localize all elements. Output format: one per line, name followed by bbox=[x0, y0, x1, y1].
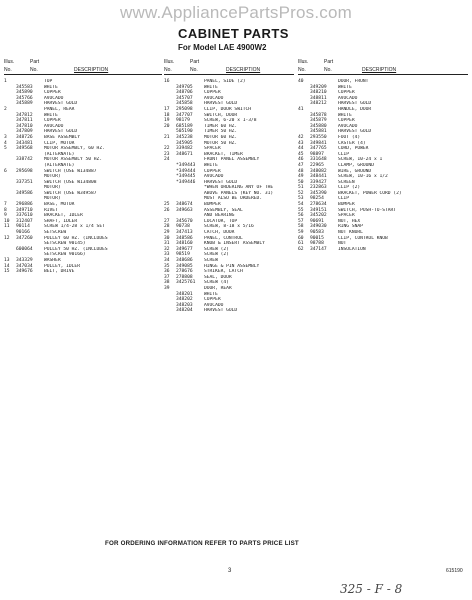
illus-number: 55 bbox=[298, 207, 304, 213]
part-description: ASSEMBLY, SEAL bbox=[204, 207, 243, 213]
part-description: COPPER bbox=[44, 118, 61, 124]
part-description: CORD, POWER bbox=[338, 146, 369, 152]
illus-number: 3 bbox=[4, 134, 7, 140]
part-number: 295698 bbox=[16, 168, 33, 174]
part-description: WIRE, GROUND bbox=[338, 168, 372, 174]
part-description: BRACKET, IDLER bbox=[44, 213, 83, 219]
part-number: 349586 bbox=[16, 190, 33, 196]
part-description: AVOCADO bbox=[338, 95, 358, 101]
part-description: ABOVE PANELS (KEY NO. 31) bbox=[204, 190, 274, 196]
illus-number: 40 bbox=[298, 79, 304, 84]
part-number: 347413 bbox=[176, 230, 193, 236]
part-number: 345670 bbox=[176, 218, 193, 224]
part-number: 232863 bbox=[310, 185, 327, 191]
part-description: *WHEN ORDERING ANY OF THE bbox=[204, 185, 274, 191]
part-number: 349705 bbox=[176, 84, 193, 90]
illus-number: 36 bbox=[164, 269, 170, 275]
part-description: COPPER bbox=[204, 90, 221, 96]
part-number: 348210 bbox=[310, 90, 327, 96]
part-number: 348201 bbox=[176, 291, 193, 297]
part-description: SETSCREW bbox=[44, 230, 67, 236]
part-number: 22965 bbox=[310, 162, 324, 168]
illus-number: 17 bbox=[164, 106, 170, 112]
part-description: HARVEST GOLD bbox=[204, 308, 238, 314]
parts-row bbox=[298, 247, 468, 253]
part-number: 345881 bbox=[310, 129, 327, 135]
part-description: MOTOR) bbox=[44, 174, 61, 180]
part-number: 345202 bbox=[310, 213, 327, 219]
part-description: WHITE bbox=[338, 112, 352, 118]
part-number: 90738 bbox=[176, 224, 190, 230]
part-number: 348706 bbox=[176, 90, 193, 96]
part-number: *349444 bbox=[176, 168, 196, 174]
part-description: SCREW bbox=[204, 258, 218, 263]
illus-number: 1 bbox=[4, 79, 7, 84]
part-number: 331648 bbox=[310, 157, 327, 163]
part-number: 345890 bbox=[16, 90, 33, 96]
watermark: www.AppliancePartsPros.com bbox=[120, 3, 352, 22]
part-description: RING SNAP bbox=[338, 224, 363, 230]
illus-number: 5 bbox=[4, 146, 7, 152]
part-number: 98897 bbox=[310, 151, 324, 157]
illus-number: 61 bbox=[298, 241, 304, 247]
part-description: WHITE bbox=[204, 291, 218, 297]
part-description: SETSCREW 90166) bbox=[44, 252, 86, 258]
part-description: SCREW, 6-20 x 1-3/8 bbox=[204, 118, 257, 124]
illus-number: 31 bbox=[164, 241, 170, 247]
illus-number: 30 bbox=[164, 235, 170, 241]
part-number: 347810 bbox=[16, 123, 33, 129]
part-description: BUMPER bbox=[338, 202, 355, 208]
part-number: 347811 bbox=[16, 118, 33, 124]
part-number: 3425761 bbox=[176, 280, 196, 286]
part-description: HARVEST GOLD bbox=[204, 101, 238, 107]
part-number: 90166 bbox=[16, 230, 30, 236]
handwritten-note: 325 - F - 8 bbox=[340, 582, 403, 596]
part-description: SCREW, 10-24 x 1 bbox=[338, 157, 383, 163]
illus-number: 45 bbox=[298, 151, 304, 157]
page-subtitle: For Model LAE 4900W2 bbox=[178, 43, 267, 52]
column-header bbox=[4, 58, 162, 75]
part-number: 345858 bbox=[176, 101, 193, 107]
part-description: BRACKET, TIMER bbox=[204, 151, 243, 157]
part-number: 348811 bbox=[310, 95, 327, 101]
part-description: BUMPER bbox=[204, 202, 221, 208]
illus-number bbox=[164, 308, 176, 314]
part-description: MUST ALSO BE ORDERED. bbox=[204, 196, 263, 202]
part-description: SEAL, DOOR bbox=[204, 274, 232, 280]
part-number: 345889 bbox=[16, 101, 33, 107]
part-number: 98519 bbox=[176, 252, 190, 258]
parts-list bbox=[298, 79, 468, 252]
part-description: MOTOR ASSEMBLY, 60 HZ. bbox=[44, 146, 105, 152]
part-description: MOTOR) bbox=[44, 185, 61, 191]
header-description: DESCRIPTION bbox=[362, 67, 397, 73]
header-no: No. bbox=[164, 67, 172, 73]
part-number: 345880 bbox=[310, 123, 327, 129]
part-number: 349030 bbox=[310, 224, 327, 230]
illus-number: 54 bbox=[298, 202, 304, 208]
part-description: AND BEARING bbox=[204, 213, 235, 219]
illus-number: 57 bbox=[298, 218, 304, 224]
illus-number: 27 bbox=[164, 218, 170, 224]
part-description: KNOB & INSERT ASSEMBLY bbox=[204, 241, 265, 247]
part-number: 339482 bbox=[176, 146, 193, 152]
part-number: 296886 bbox=[16, 202, 33, 208]
illus-number: 49 bbox=[298, 174, 304, 180]
part-number: 347765 bbox=[310, 146, 327, 152]
illus-number: 35 bbox=[164, 263, 170, 269]
part-description: AVOCADO bbox=[204, 302, 224, 308]
illus-number: 28 bbox=[164, 224, 170, 230]
part-number: 98788 bbox=[310, 241, 324, 247]
page-number: 3 bbox=[228, 568, 232, 574]
illus-number: 32 bbox=[164, 246, 170, 252]
illus-number: 23 bbox=[164, 151, 170, 157]
part-number: *349445 bbox=[176, 174, 196, 180]
part-description: SWITCH (USE W349587 bbox=[44, 190, 97, 196]
part-description: SHAFT, IDLER bbox=[44, 218, 78, 224]
part-description: SCREW (2) bbox=[204, 252, 229, 258]
illus-number: 14 bbox=[4, 263, 10, 269]
illus-number: 2 bbox=[4, 106, 7, 112]
part-description: WHITE bbox=[44, 112, 58, 118]
part-description: AVOCADO bbox=[204, 95, 224, 101]
part-number: 349841 bbox=[310, 140, 327, 146]
header-part-no: No. bbox=[30, 67, 38, 73]
parts-row bbox=[164, 308, 294, 314]
part-description: HANDLE, DOOR bbox=[338, 106, 372, 112]
part-number: 293550 bbox=[310, 134, 327, 140]
part-description: BRACKET, POWER CORD (2) bbox=[338, 190, 402, 196]
part-description: INSULATION bbox=[338, 246, 366, 252]
part-description: CLIP bbox=[338, 196, 350, 202]
part-description: SWITCH (USE W134808 bbox=[44, 179, 97, 185]
part-description: TOP bbox=[44, 79, 53, 84]
part-number: 348674 bbox=[176, 202, 193, 208]
part-number: 348726 bbox=[16, 134, 33, 140]
part-description: HINGE & PIN ASSEMBLY bbox=[204, 263, 260, 269]
part-number: 347809 bbox=[16, 129, 33, 135]
header-part-no: No. bbox=[190, 67, 198, 73]
part-description: NUT bbox=[338, 241, 347, 247]
part-description: SCREW 1/4-28 x 1/4 SET bbox=[44, 224, 105, 230]
part-description: WHITE bbox=[204, 84, 218, 90]
part-description: AVOCADO bbox=[44, 123, 64, 129]
part-description: SCREW (4) bbox=[204, 280, 229, 286]
part-description: NUT KNURL bbox=[338, 230, 363, 236]
part-number: 343481 bbox=[16, 140, 33, 146]
illus-number: 58 bbox=[298, 224, 304, 230]
part-description: SPACER bbox=[338, 213, 355, 219]
part-number: 295098 bbox=[176, 106, 193, 112]
part-description: BELT, DRIVE bbox=[44, 269, 75, 275]
header-no: No. bbox=[4, 67, 12, 73]
part-description: FRONT PANEL ASSEMBLY bbox=[204, 157, 260, 163]
part-number: 90015 bbox=[310, 235, 324, 241]
part-description: WHITE bbox=[44, 84, 58, 90]
illus-number: 52 bbox=[298, 190, 304, 196]
part-number: 278676 bbox=[176, 269, 193, 275]
part-number: *349443 bbox=[176, 162, 196, 168]
part-description: AVOCADO bbox=[44, 95, 64, 101]
header-description: DESCRIPTION bbox=[226, 67, 261, 73]
part-description: CLIP bbox=[338, 151, 350, 157]
illus-number: 6 bbox=[4, 168, 7, 174]
part-description: WHITE bbox=[338, 84, 352, 90]
part-number: 343329 bbox=[16, 258, 33, 263]
part-number: 339427 bbox=[310, 179, 327, 185]
part-number: 348441 bbox=[310, 174, 327, 180]
illus-number: 59 bbox=[298, 230, 304, 236]
page-title: CABINET PARTS bbox=[178, 26, 289, 41]
part-description: SCREW (2) bbox=[204, 246, 229, 252]
part-number: 347147 bbox=[310, 246, 327, 252]
part-description: SPACER bbox=[204, 146, 221, 152]
part-description: PULLEY 60 HZ. (INCLUDES bbox=[44, 235, 108, 241]
part-number: 90583 bbox=[310, 230, 324, 236]
part-number: 349676 bbox=[16, 269, 33, 275]
part-description: (ALTERNATE) bbox=[44, 151, 75, 157]
illus-number: 11 bbox=[4, 224, 10, 230]
header-illus: Illus. bbox=[4, 59, 15, 65]
parts-list bbox=[4, 79, 162, 275]
part-number: 600064 bbox=[16, 246, 33, 252]
part-number: 348204 bbox=[176, 308, 193, 314]
illus-number: 12 bbox=[4, 235, 10, 241]
part-number: 347034 bbox=[16, 263, 33, 269]
part-number: 347707 bbox=[176, 112, 193, 118]
part-description: STRIKER, LATCH bbox=[204, 269, 243, 275]
illus-number: 22 bbox=[164, 146, 170, 152]
illus-number: 10 bbox=[4, 218, 10, 224]
part-number: 90691 bbox=[310, 218, 324, 224]
part-description: LOCATOR, TOP bbox=[204, 218, 238, 224]
illus-number: 48 bbox=[298, 168, 304, 174]
part-number: 90114 bbox=[16, 224, 30, 230]
part-description: TIMER 50 HZ. bbox=[204, 129, 238, 135]
part-description: SETSCREW 90145) bbox=[44, 241, 86, 247]
part-description: AVOCADO bbox=[204, 174, 224, 180]
part-number: 349663 bbox=[176, 207, 193, 213]
column-header bbox=[298, 58, 468, 75]
parts-column-2 bbox=[164, 58, 294, 314]
part-number: 348686 bbox=[176, 258, 193, 263]
header-illus: Illus. bbox=[298, 59, 309, 65]
part-description: SWITCH, DOOR bbox=[204, 112, 238, 118]
part-number: 345238 bbox=[176, 134, 193, 140]
part-number: 347260 bbox=[16, 235, 33, 241]
illus-number: 24 bbox=[164, 157, 170, 163]
illus-number: 34 bbox=[164, 258, 170, 263]
part-description: COPPER bbox=[44, 90, 61, 96]
part-number: 278634 bbox=[310, 202, 327, 208]
part-description: MOTOR) bbox=[44, 196, 61, 202]
illus-number: 4 bbox=[4, 140, 7, 146]
illus-number: 46 bbox=[298, 157, 304, 163]
part-number: 337351 bbox=[16, 179, 33, 185]
part-description: PANEL, CONTROL bbox=[204, 235, 243, 241]
part-description: WHITE bbox=[204, 162, 218, 168]
illus-number: 20 bbox=[164, 123, 170, 129]
header-part: Part bbox=[324, 59, 334, 65]
illus-number: 47 bbox=[298, 162, 304, 168]
part-description: CLIP, CONTROL KNOB bbox=[338, 235, 388, 241]
part-number: 345879 bbox=[310, 118, 327, 124]
part-description: MOTOR 50 HZ. bbox=[204, 140, 238, 146]
illus-number: 62 bbox=[298, 246, 304, 252]
part-number: 345878 bbox=[310, 112, 327, 118]
part-number: 347812 bbox=[16, 112, 33, 118]
part-description: CLIP, MOTOR bbox=[44, 140, 75, 146]
part-description: CATCH, DOOR bbox=[204, 230, 235, 236]
header-part: Part bbox=[30, 59, 40, 65]
part-description: SCREW, 10-16 x 1/2 bbox=[338, 174, 388, 180]
part-number: 349710 bbox=[16, 207, 33, 213]
illus-number: 13 bbox=[4, 258, 10, 263]
part-description: (ALTERNATE) bbox=[44, 162, 75, 168]
illus-number: 53 bbox=[298, 196, 304, 202]
illus-number: 37 bbox=[164, 274, 170, 280]
illus-number: 18 bbox=[164, 112, 170, 118]
ordering-note: FOR ORDERING INFORMATION REFER TO PARTS PRICE LIST bbox=[105, 540, 299, 547]
illus-number: 19 bbox=[164, 118, 170, 124]
illus-number: 39 bbox=[164, 285, 170, 291]
part-description: HARVEST GOLD bbox=[44, 129, 78, 135]
part-number: 345766 bbox=[16, 95, 33, 101]
column-header bbox=[164, 58, 294, 75]
illus-number: 7 bbox=[4, 202, 7, 208]
header-part-no: No. bbox=[324, 67, 332, 73]
part-number: 98179 bbox=[176, 118, 190, 124]
part-description: TIMER 60 HZ. bbox=[204, 123, 238, 129]
part-number: 348671 bbox=[176, 151, 193, 157]
part-number: 685189 bbox=[176, 123, 193, 129]
part-number: 337610 bbox=[16, 213, 33, 219]
header-no: No. bbox=[298, 67, 306, 73]
part-description: COPPER bbox=[204, 297, 221, 303]
part-description: SWITCH, PUSH-TO-START bbox=[338, 207, 397, 213]
part-description: BASE, MOTOR bbox=[44, 202, 75, 208]
part-description: CASTER (4) bbox=[338, 140, 366, 146]
part-number: 349677 bbox=[176, 246, 193, 252]
illus-number: 16 bbox=[164, 79, 170, 84]
part-number: 349568 bbox=[16, 146, 33, 152]
illus-number: 21 bbox=[164, 134, 170, 140]
part-description: BASE ASSEMBLY bbox=[44, 134, 80, 140]
part-number: 349209 bbox=[310, 84, 327, 90]
part-number: 98254 bbox=[310, 196, 324, 202]
part-number: 348082 bbox=[310, 168, 327, 174]
part-number: 349085 bbox=[176, 263, 193, 269]
part-description: PULLEY, IDLER bbox=[44, 263, 80, 269]
part-number: 345390 bbox=[310, 190, 327, 196]
part-description: NUT, HEX bbox=[338, 218, 361, 224]
part-number: 312407 bbox=[16, 218, 33, 224]
part-number: *349446 bbox=[176, 179, 196, 185]
illus-number: 8 bbox=[4, 207, 7, 213]
illus-number: 60 bbox=[298, 235, 304, 241]
part-number: 349151 bbox=[310, 207, 327, 213]
part-description: CLIP, DOOR SWITCH bbox=[204, 106, 252, 112]
part-description: SCREW, 8-18 x 5/16 bbox=[204, 224, 254, 230]
part-description: FOOT (4) bbox=[338, 134, 361, 140]
illus-number: 41 bbox=[298, 106, 304, 112]
illus-number: 44 bbox=[298, 146, 304, 152]
illus-number: 9 bbox=[4, 213, 7, 219]
part-description: HARVEST GOLD bbox=[204, 179, 238, 185]
illus-number: 26 bbox=[164, 207, 170, 213]
part-description: COPPER bbox=[338, 90, 355, 96]
illus-number: 42 bbox=[298, 134, 304, 140]
illus-number: 25 bbox=[164, 202, 170, 208]
part-description: AVOCADO bbox=[338, 123, 358, 129]
part-description: MOTOR ASSEMBLY 50 HZ. bbox=[44, 157, 103, 163]
part-number: 348586 bbox=[176, 235, 193, 241]
part-description: DOOR, REAR bbox=[204, 285, 232, 291]
part-description: CLIP (2) bbox=[338, 185, 361, 191]
part-description: DOOR, FRONT bbox=[338, 79, 369, 84]
part-description: HARVEST GOLD bbox=[338, 101, 372, 107]
part-description: MOTOR 60 HZ. bbox=[204, 134, 238, 140]
part-number: 348202 bbox=[176, 297, 193, 303]
parts-list bbox=[164, 79, 294, 314]
illus-number: 33 bbox=[164, 252, 170, 258]
illus-number: 56 bbox=[298, 213, 304, 219]
part-number: 278808 bbox=[176, 274, 193, 280]
part-description: HARVEST GOLD bbox=[338, 129, 372, 135]
part-number: 348203 bbox=[176, 302, 193, 308]
part-description: COPPER bbox=[338, 118, 355, 124]
part-description: PANEL, REAR bbox=[44, 106, 75, 112]
header-part: Part bbox=[190, 59, 200, 65]
part-description: HARVEST GOLD bbox=[44, 101, 78, 107]
part-description: CLAMP, GROUND bbox=[338, 162, 374, 168]
parts-row bbox=[4, 269, 162, 275]
illus-number: 43 bbox=[298, 140, 304, 146]
illus-number: 15 bbox=[4, 269, 10, 275]
part-description: RIVET bbox=[44, 207, 58, 213]
part-description: PANEL, SIDE (2) bbox=[204, 79, 246, 84]
part-number: 345583 bbox=[16, 84, 33, 90]
part-number: 505190 bbox=[176, 129, 193, 135]
illus-number: 51 bbox=[298, 185, 304, 191]
part-number: 348160 bbox=[176, 241, 193, 247]
part-description: SWITCH (USE W134887 bbox=[44, 168, 97, 174]
parts-column-3 bbox=[298, 58, 468, 252]
parts-column-1 bbox=[4, 58, 162, 275]
part-description: WASHER bbox=[44, 258, 61, 263]
illus-number: 50 bbox=[298, 179, 304, 185]
part-description: PULLEY 50 HZ. (INCLUDES bbox=[44, 246, 108, 252]
part-number: 345707 bbox=[176, 95, 193, 101]
part-number: 348212 bbox=[310, 101, 327, 107]
part-description: SCREEN bbox=[338, 179, 355, 185]
part-number: 345905 bbox=[176, 140, 193, 146]
header-illus: Illus. bbox=[164, 59, 175, 65]
document-id: 615190 bbox=[446, 568, 463, 574]
header-description: DESCRIPTION bbox=[74, 67, 109, 73]
part-description: COPPER bbox=[204, 168, 221, 174]
part-number: 338742 bbox=[16, 157, 33, 163]
illus-number: 38 bbox=[164, 280, 170, 286]
illus-number: 29 bbox=[164, 230, 170, 236]
